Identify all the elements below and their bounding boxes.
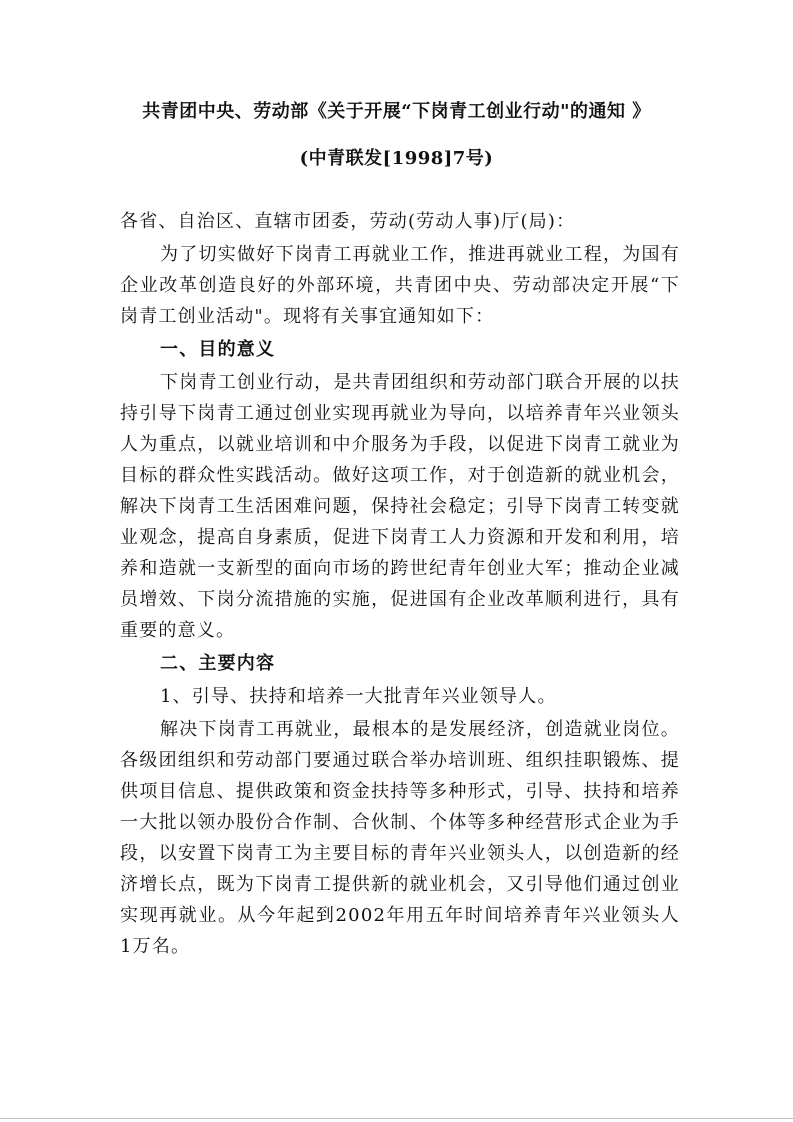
section-1-heading: 一、目的意义 xyxy=(160,339,276,360)
document-body xyxy=(120,206,680,964)
addressee-line: 各省、自治区、直辖市团委，劳动(劳动人事)厅(局)： xyxy=(120,211,576,232)
page-bottom-rule xyxy=(0,1118,793,1119)
document-number: (中青联发[1998]7号) xyxy=(299,148,494,169)
document-title: 共青团中央、劳动部《关于开展“下岗青工创业行动"的通知 》 xyxy=(142,101,651,122)
section-2-paragraph: 解决下岗青工再就业，最根本的是发展经济，创造就业岗位。各级团组织和劳动部门要通过联合举办培训班、组织挂职锻炼、提供项目信息、提供政策和资金扶持等多种形式，引导、扶持和培养一大批以领办股份合作制、合伙制、个体等多种经营形式企业为手段，以安置下岗青工为主要目标的青年兴业领头人，以创造新的经济增长点，既为下岗青工提供新的就业机会，又引导他们通过创业实现再就业。从今年起到2002年用五年时间培养青年兴业领头人1万名。 xyxy=(120,719,680,957)
section-2-heading: 二、主要内容 xyxy=(160,653,276,674)
intro-paragraph: 为了切实做好下岗青工再就业工作，推进再就业工程，为国有企业改革创造良好的外部环境，共青团中央、劳动部决定开展“下岗青工创业活动"。现将有关事宜通知如下： xyxy=(120,244,680,327)
section-2-item-1: 1、引导、扶持和培养一大批青年兴业领导人。 xyxy=(160,686,557,707)
section-1-paragraph: 下岗青工创业行动，是共青团组织和劳动部门联合开展的以扶持引导下岗青工通过创业实现再就业为导向，以培养青年兴业领头人为重点，以就业培训和中介服务为手段，以促进下岗青工就业为目标的群众性实践活动。做好这项工作，对于创造新的就业机会，解决下岗青工生活困难问题，保持社会稳定；引导下岗青工转变就业观念，提高自身素质，促进下岗青工人力资源和开发和利用，培养和造就一支新型的面向市场的跨世纪青年创业大军；推动企业减员增效、下岗分流措施的实施，促进国有企业改革顺利进行，具有重要的意义。 xyxy=(120,372,680,641)
